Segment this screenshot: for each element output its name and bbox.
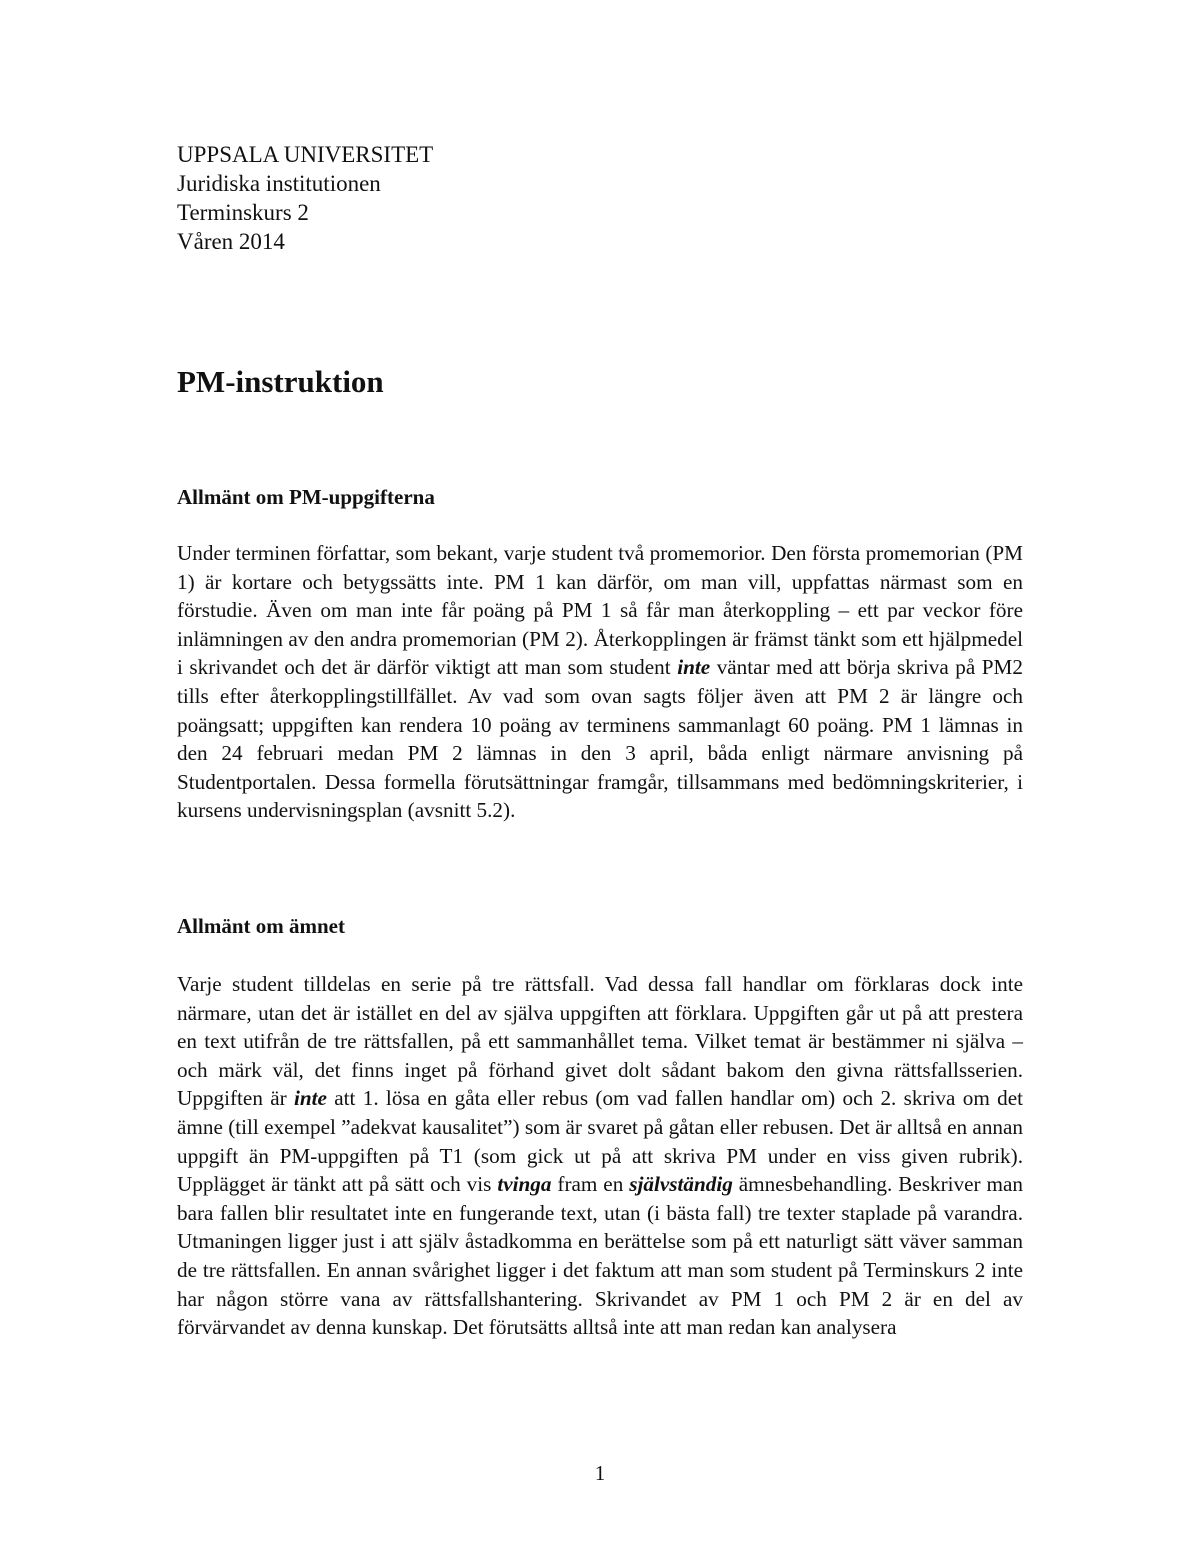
university-name: UPPSALA UNIVERSITET [177,142,434,167]
section-heading-subject: Allmänt om ämnet [177,914,345,938]
section-heading-pm-tasks: Allmänt om PM-uppgifterna [177,485,435,509]
document-header [177,140,433,256]
document-title: PM-instruktion [177,364,384,399]
emphasis-text: tvinga [497,1172,552,1197]
page-number: 1 [594,1461,606,1485]
emphasis-text: inte [677,655,711,680]
paragraph-text: Under terminen författar, som bekant, varje student två promemorior. Den första promemorian (PM 1) är kortare och betygssätts inte. PM 1 kan därför, om man vill, uppfattas närmast som en förstudie. Även om man inte får poäng på PM 1 så får man återkoppling – ett par veckor före inlämningen av den andra promemorian (PM 2). Återkopplingen är främst tänkt som ett hjälpmedel i skrivandet och det är därför viktigt att man som student [177,541,1023,680]
paragraph-text: Varje student tilldelas en serie på tre rättsfall. Vad dessa fall handlar om förklaras dock inte närmare, utan det är istället en del av själva uppgiften att förklara. Uppgiften går ut på att prestera en text utifrån de tre rättsfallen, på ett sammanhållet tema. Vilket temat är bestämmer ni själva – och märk väl, det finns inget på förhand givet dolt sådant bakom den givna rättsfallsserien. Uppgiften är [177,972,1023,1111]
paragraph-text: fram en [551,1172,630,1197]
section-paragraph-pm-tasks [177,539,1023,825]
department-name: Juridiska institutionen [177,171,381,196]
section-paragraph-subject [177,970,1023,1342]
paragraph-text: ämnesbehandling. Beskriver man bara fallen blir resultatet inte en fungerande text, utan (i bästa fall) tre texter staplade på varandra. Utmaningen ligger just i att själv åstadkomma en berättelse som på ett naturligt sätt väver samman de tre rättsfallen. En annan svårighet ligger i det faktum att man som student på Terminskurs 2 inte har någon större vana av rättsfallshantering. Skrivandet av PM 1 och PM 2 är en del av förvärvandet av denna kunskap. Det förutsätts alltså inte att man redan kan analysera [177,1172,1024,1340]
paragraph-text: att 1. lösa en gåta eller rebus (om vad fallen handlar om) och 2. skriva om det ämne (till exempel ”adekvat kausalitet”) som är svaret på gåtan eller rebusen. Det är alltså en annan uppgift än PM-uppgiften på T1 (som gick ut på att skriva PM under en viss given rubrik). Upplägget är tänkt att på sätt och vis [177,1086,1023,1197]
emphasis-text: självständig [629,1172,733,1197]
term-name: Våren 2014 [177,229,285,254]
paragraph-text: väntar med att börja skriva på PM2 tills efter återkopplingstillfället. Av vad som ovan sagts följer även att PM 2 är längre och poängsatt; uppgiften kan rendera 10 poäng av terminens sammanlagt 60 poäng. PM 1 lämnas in den 24 februari medan PM 2 lämnas in den 3 april, båda enligt närmare anvisning på Studentportalen. Dessa formella förutsättningar framgår, tillsammans med bedömningskriterier, i kursens undervisningsplan (avsnitt 5.2). [177,655,1023,823]
emphasis-text: inte [293,1086,327,1111]
course-name: Terminskurs 2 [177,200,309,225]
